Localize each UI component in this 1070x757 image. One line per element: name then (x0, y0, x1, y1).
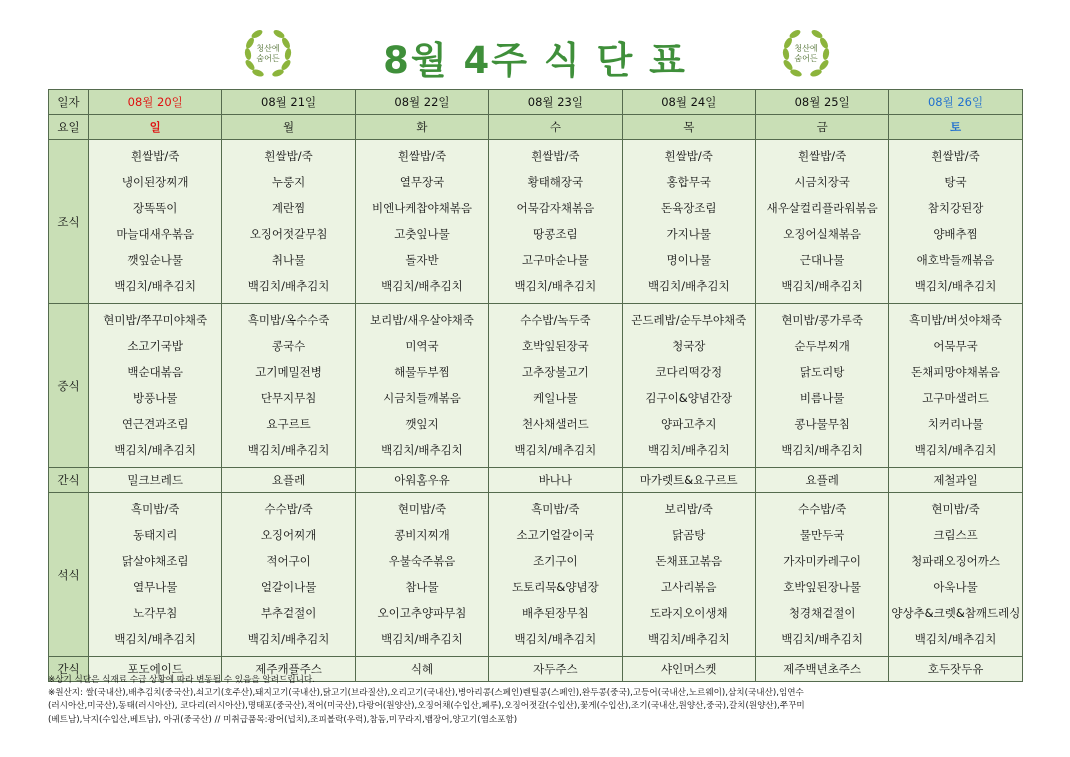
lunch-day-cell (755, 304, 888, 468)
menu-item: 근대나물 (799, 253, 845, 268)
day-cell: 화 (355, 115, 488, 140)
menu-item: 보리밥/죽 (664, 502, 713, 516)
menu-item: 마늘대새우볶음 (116, 227, 195, 242)
menu-item: 청국장 (672, 339, 706, 354)
menu-item: 양배추찜 (933, 227, 978, 242)
dinner-day-cell (222, 493, 355, 657)
menu-item: 양파고추지 (660, 417, 717, 432)
notes (48, 674, 1028, 727)
snack-item: 밀크브레드 (89, 468, 222, 493)
logo-text-2: 숨어든 (256, 54, 280, 63)
menu-item: 양상추&크렛&참깨드레싱 (891, 606, 1021, 621)
snack-item: 자두주스 (489, 657, 622, 682)
date-cell: 08월 24일 (622, 90, 755, 115)
menu-item: 부추겉절이 (260, 606, 317, 621)
menu-item: 시금치들깨볶음 (383, 391, 461, 406)
menu-item: 백김치/배추김치 (781, 443, 863, 458)
date-cell: 08월 20일 (89, 90, 222, 115)
dinner-label: 석식 (49, 493, 89, 657)
menu-item: 고구마순나물 (522, 253, 589, 268)
menu-item: 흰쌀밥/죽 (797, 149, 847, 163)
menu-item: 수수밥/죽 (797, 502, 847, 516)
snack-item: 제주캐플주스 (222, 657, 355, 682)
day-cell: 일 (89, 115, 222, 140)
menu-item: 청파래오징어까스 (911, 554, 1000, 569)
menu-item: 백김치/배추김치 (514, 443, 597, 458)
menu-item: 수수밥/죽 (264, 502, 313, 516)
dinner-day-cell (89, 493, 222, 657)
snack-item: 바나나 (489, 468, 622, 493)
breakfast-day-cell (89, 140, 222, 304)
day-cell: 금 (755, 115, 888, 140)
menu-item: 크림스프 (933, 528, 978, 543)
snack1-label: 간식 (49, 468, 89, 493)
menu-item: 백김치/배추김치 (514, 279, 597, 294)
menu-item: 노각무침 (132, 606, 178, 621)
date-cell: 08월 22일 (355, 90, 488, 115)
menu-item: 어묵감자채볶음 (516, 201, 595, 216)
menu-item: 콩비지찌개 (394, 528, 450, 543)
menu-item: 현미밥/죽 (931, 502, 980, 516)
menu-item: 고구마샐러드 (922, 391, 989, 406)
menu-item: 닭살야채조림 (121, 554, 189, 569)
menu-item: 장똑똑이 (132, 201, 178, 216)
menu-item: 흑미밥/버섯야채죽 (909, 313, 1002, 327)
menu-item: 땅콩조림 (533, 227, 578, 242)
day-cell: 수 (489, 115, 622, 140)
menu-item: 백김치/배추김치 (914, 279, 997, 294)
menu-item: 누룽지 (271, 175, 306, 190)
lunch-day-cell (222, 304, 355, 468)
menu-item: 탕국 (944, 175, 967, 190)
menu-item: 배추된장무침 (522, 606, 589, 621)
menu-item: 깻잎순나물 (127, 253, 183, 268)
note-line: (러시아산,미국산),동태(러시아산), 코다리(러시아산),명태포(중국산),적어(미국산),다랑어(원양산),오징어채(수입산,페루),오징어젓갈(수입산),꽃게(수입산),조기(국내산,원양산,중국),갈치(원양산),쭈꾸미 (48, 701, 805, 712)
menu-item: 치커리나물 (927, 417, 984, 432)
menu-item: 백김치/배추김치 (381, 443, 463, 458)
menu-item: 황태해장국 (527, 175, 584, 190)
menu-item: 요구르트 (266, 417, 311, 432)
menu-item: 단무지무침 (260, 391, 317, 406)
breakfast-day-cell (355, 140, 488, 304)
menu-item: 백김치/배추김치 (114, 632, 197, 647)
page-title: 8월 4주 식 단 표 (383, 39, 687, 82)
menu-item: 계란찜 (271, 201, 306, 216)
menu-item: 백김치/배추김치 (381, 632, 463, 647)
snack1-row (49, 468, 1023, 493)
day-row (49, 115, 1023, 140)
menu-item: 곤드레밥/순두부야채죽 (631, 313, 747, 327)
menu-item: 백김치/배추김치 (247, 632, 330, 647)
dinner-day-cell (755, 493, 888, 657)
menu-item: 애호박들깨볶음 (916, 253, 995, 268)
menu-item: 방풍나물 (132, 391, 178, 406)
snack-item: 제주백년초주스 (755, 657, 888, 682)
logo-text-1: 청산에 (794, 44, 818, 53)
menu-item: 현미밥/콩가루죽 (781, 313, 863, 327)
date-cell: 08월 25일 (755, 90, 888, 115)
lunch-row (49, 304, 1023, 468)
menu-item: 흑미밥/죽 (531, 502, 580, 516)
menu-item: 취나물 (271, 253, 306, 268)
snack2-label: 간식 (49, 657, 89, 682)
menu-item: 케일나물 (533, 391, 578, 406)
menu-item: 코다리떡강정 (655, 365, 723, 380)
breakfast-day-cell (889, 140, 1022, 304)
menu-item: 우불숙주볶음 (388, 554, 456, 569)
menu-item: 백김치/배추김치 (381, 279, 463, 294)
snack-item: 식혜 (355, 657, 488, 682)
menu-item: 고사리볶음 (660, 580, 717, 595)
menu-item: 천사채샐러드 (522, 417, 589, 432)
menu-item: 수수밥/녹두죽 (520, 313, 591, 327)
menu-item: 도토리묵&양념장 (512, 580, 599, 595)
menu-item: 고춧잎나물 (394, 227, 450, 242)
menu-item: 순두부찌개 (794, 339, 850, 354)
menu-item: 닭곰탕 (672, 528, 706, 543)
dinner-day-cell (622, 493, 755, 657)
menu-item: 김구이&양념간장 (645, 391, 733, 406)
breakfast-day-cell (755, 140, 888, 304)
menu-item: 백김치/배추김치 (781, 632, 863, 647)
menu-item: 비엔나케찹야채볶음 (371, 201, 472, 216)
menu-item: 백김치/배추김치 (114, 279, 197, 294)
menu-item: 백김치/배추김치 (781, 279, 863, 294)
date-cell: 08월 23일 (489, 90, 622, 115)
lunch-label: 중식 (49, 304, 89, 468)
menu-item: 물만두국 (799, 528, 845, 543)
menu-item: 백김치/배추김치 (247, 443, 330, 458)
snack-item: 마가렛트&요구르트 (622, 468, 755, 493)
menu-item: 콩국수 (271, 339, 306, 354)
menu-item: 동태지리 (132, 528, 178, 543)
dinner-day-cell (889, 493, 1022, 657)
dinner-day-cell (355, 493, 488, 657)
menu-item: 해물두부찜 (394, 365, 450, 380)
menu-item: 오징어젓갈무침 (249, 227, 328, 242)
menu-item: 흑미밥/옥수수죽 (247, 313, 330, 327)
breakfast-row (49, 140, 1023, 304)
menu-item: 흰쌀밥/죽 (531, 149, 580, 163)
menu-item: 콩나물무침 (794, 417, 850, 432)
snack-item: 제철과일 (889, 468, 1022, 493)
menu-item: 현미밥/죽 (397, 502, 447, 516)
menu-item: 적어구이 (266, 554, 311, 569)
menu-item: 조기구이 (533, 554, 578, 569)
menu-item: 도라지오이생채 (649, 606, 728, 621)
menu-item: 소고기국밥 (127, 339, 183, 354)
menu-item: 가자미카레구이 (783, 554, 862, 569)
menu-item: 흑미밥/죽 (131, 502, 180, 516)
note-line: ※원산지: 쌀(국내산),배추김치(중국산),쇠고기(호주산),돼지고기(국내산),닭고기(브라질산),오리고기(국내산),병아리콩(스페인)렌틸콩(스페인),완두콩(중국),고등어(국내산,노르웨이),삼치(국내산),임연수 (48, 688, 804, 699)
menu-item: 닭도리탕 (799, 365, 845, 380)
menu-item: 가지나물 (666, 227, 711, 242)
menu-item: 돌자반 (405, 253, 439, 268)
note-line: ※상기 식단은 식재료 수급 상황에 따라 변동될 수 있음을 알려드립니다. (48, 675, 315, 685)
date-row (49, 90, 1023, 115)
menu-item: 돈채표고볶음 (655, 554, 723, 569)
menu-item: 백김치/배추김치 (647, 279, 730, 294)
menu-item: 아욱나물 (933, 580, 978, 595)
menu-item: 깻잎지 (405, 417, 439, 432)
menu-item: 고추장불고기 (522, 365, 589, 380)
snack-item: 요플레 (755, 468, 888, 493)
menu-item: 백순대볶음 (127, 365, 183, 380)
menu-item: 오이고추양파무침 (377, 606, 467, 621)
day-label: 요일 (49, 115, 89, 140)
menu-item: 흰쌀밥/죽 (397, 149, 447, 163)
menu-item: 어묵무국 (933, 339, 978, 354)
menu-item: 시금치장국 (794, 175, 850, 190)
menu-item: 명이나물 (666, 253, 711, 268)
menu-item: 백김치/배추김치 (114, 443, 197, 458)
breakfast-day-cell (222, 140, 355, 304)
lunch-day-cell (89, 304, 222, 468)
menu-item: 오징어실채볶음 (783, 227, 862, 242)
menu-item: 청경채겉절이 (788, 606, 856, 621)
lunch-day-cell (622, 304, 755, 468)
snack-item: 요플레 (222, 468, 355, 493)
menu-item: 연근견과조림 (121, 417, 189, 432)
menu-item: 흰쌀밥/죽 (664, 149, 713, 163)
menu-item: 백김치/배추김치 (647, 443, 730, 458)
menu-item: 오징어찌개 (260, 528, 317, 543)
logo-text-2: 숨어든 (794, 54, 818, 63)
note-line: (베트남),낙지(수입산,베트남), 아귀(중국산) // 미취급품목:광어(넙치),조피볼락(우럭),참돔,미꾸라지,뱀장어,양고기(염소포함) (48, 714, 518, 725)
date-cell: 08월 21일 (222, 90, 355, 115)
menu-item: 참치강된장 (927, 201, 984, 216)
menu-item: 돈육장조림 (660, 201, 717, 216)
menu-item: 비름나물 (799, 391, 845, 406)
menu-item: 호박잎된장나물 (783, 580, 862, 595)
day-cell: 목 (622, 115, 755, 140)
snack-item: 포도에이드 (89, 657, 222, 682)
menu-item: 흰쌀밥/죽 (264, 149, 313, 163)
menu-item: 소고기얼갈이국 (516, 528, 595, 543)
lunch-day-cell (889, 304, 1022, 468)
menu-item: 보리밥/새우살야채죽 (370, 313, 474, 327)
menu-item: 참나물 (405, 580, 439, 595)
day-cell: 토 (889, 115, 1022, 140)
snack-item: 호두잣두유 (889, 657, 1022, 682)
menu-item: 현미밥/쭈꾸미야채죽 (103, 313, 208, 327)
menu-item: 백김치/배추김치 (514, 632, 597, 647)
menu-table (48, 89, 1023, 682)
menu-item: 미역국 (405, 339, 439, 354)
menu-item: 돈채피망야채볶음 (911, 365, 1000, 380)
menu-item: 흰쌀밥/죽 (131, 149, 180, 163)
logo-right (778, 24, 834, 80)
menu-item: 열무나물 (132, 580, 178, 595)
dinner-day-cell (489, 493, 622, 657)
menu-item: 백김치/배추김치 (914, 443, 997, 458)
menu-item: 호박잎된장국 (522, 339, 589, 354)
menu-item: 새우살컬리플라워볶음 (766, 201, 878, 216)
date-cell: 08월 26일 (889, 90, 1022, 115)
menu-item: 백김치/배추김치 (247, 279, 330, 294)
dinner-row (49, 493, 1023, 657)
menu-item: 흰쌀밥/죽 (931, 149, 980, 163)
menu-item: 냉이된장찌개 (121, 175, 189, 190)
day-cell: 월 (222, 115, 355, 140)
lunch-day-cell (489, 304, 622, 468)
menu-item: 고기메밀전병 (255, 365, 322, 380)
breakfast-day-cell (489, 140, 622, 304)
menu-item: 열무장국 (399, 175, 445, 190)
logo-text-1: 청산에 (256, 44, 280, 53)
menu-item: 얼갈이나물 (260, 580, 317, 595)
menu-item: 홍합무국 (666, 175, 711, 190)
breakfast-day-cell (622, 140, 755, 304)
breakfast-label: 조식 (49, 140, 89, 304)
menu-item: 백김치/배추김치 (914, 632, 997, 647)
snack-item: 아워홈우유 (355, 468, 488, 493)
date-label: 일자 (49, 90, 89, 115)
menu-item: 백김치/배추김치 (647, 632, 730, 647)
lunch-day-cell (355, 304, 488, 468)
snack-item: 샤인머스켓 (622, 657, 755, 682)
